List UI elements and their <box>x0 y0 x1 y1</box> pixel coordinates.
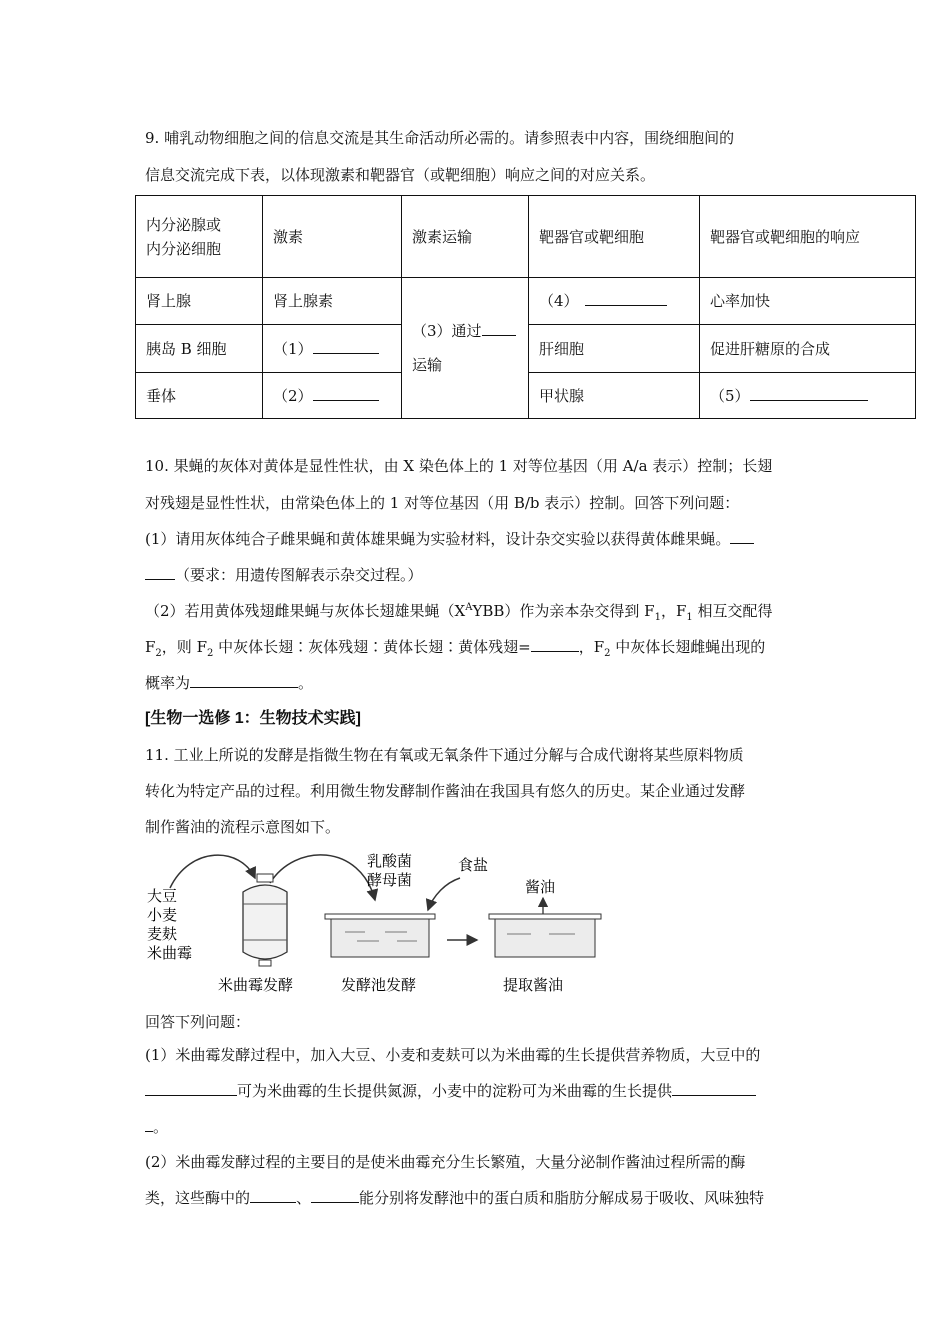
q10-line6: $F_2$，则 $F_2$ 中灰体长翅∶灰体残翅∶黄体长翅∶黄体残翅= ，$F_2$ 中灰体长翅雌蝇出现的 <box>145 638 766 659</box>
soy-sauce-flow-diagram <box>145 848 615 998</box>
nitrogen-source-blank[interactable] <box>145 1081 237 1096</box>
header-gland: 内分泌腺或 内分泌细胞 <box>136 196 263 278</box>
cell-response: （5） <box>700 373 916 419</box>
product-label: 酱油 <box>525 878 556 896</box>
q11-line5: (1）米曲霉发酵过程中，加入大豆、小麦和麦麸可以为米曲霉的生长提供营养物质，大豆中的 <box>145 1046 761 1064</box>
stage-label: 发酵池发酵 <box>341 976 417 994</box>
cell-response: 心率加快 <box>700 278 916 325</box>
fermentation-pool <box>325 914 435 957</box>
cell-response: 促进肝糖原的合成 <box>700 325 916 373</box>
q11-line2: 转化为特定产品的过程。利用微生物发酵制作酱油在我国具有悠久的历史。某企业通过发酵 <box>145 782 746 800</box>
q11-line6: 可为米曲霉的生长提供氮源，小麦中的淀粉可为米曲霉的生长提供 <box>145 1081 810 1101</box>
table-header-row <box>136 196 916 278</box>
cell-hormone: （2） <box>263 373 402 419</box>
q10-line2: 对残翅是显性性状，由常染色体上的 1 对等位基因（用 B/b 表示）控制。回答下列问题： <box>145 494 740 512</box>
microbe-label: 乳酸菌 <box>367 852 413 870</box>
blank-5[interactable] <box>750 386 868 401</box>
blank-3[interactable] <box>482 321 516 336</box>
q10-line3: (1）请用灰体纯合子雌果蝇和黄体雄果蝇为实验材料，设计杂交实验以获得黄体雌果蝇。 <box>145 529 810 549</box>
arrow-curve <box>170 855 255 888</box>
cell-target: 肝细胞 <box>529 325 700 373</box>
input-label: 大豆 <box>147 887 178 905</box>
cell-transport: （3）通过 运输 <box>402 278 529 419</box>
cell-target: 甲状腺 <box>529 373 700 419</box>
table-row <box>136 278 916 325</box>
carbon-source-blank[interactable] <box>672 1081 756 1096</box>
salt-label: 食盐 <box>458 856 489 874</box>
protease-blank[interactable] <box>250 1188 296 1203</box>
cell-target: （4） <box>529 278 700 325</box>
extraction-tank <box>489 914 601 957</box>
header-hormone: 激素 <box>263 196 402 278</box>
section-heading: [生物一选修 1：生物技术实践] <box>145 710 362 727</box>
carbon-source-blank-cont[interactable] <box>145 1117 153 1132</box>
q10-line4: （要求：用遗传图解表示杂交过程。） <box>145 565 810 585</box>
stage-label: 提取酱油 <box>503 976 564 994</box>
input-label: 米曲霉 <box>147 944 193 962</box>
hormone-table <box>135 195 916 419</box>
q9-line2: 信息交流完成下表，以体现激素和靶器官（或靶细胞）响应之间的对应关系。 <box>145 166 656 184</box>
input-label: 麦麸 <box>147 925 178 943</box>
arrow-curve <box>428 878 460 910</box>
fermenter-vessel <box>243 874 287 966</box>
cell-gland: 胰岛 B 细胞 <box>136 325 263 373</box>
header-response: 靶器官或靶细胞的响应 <box>700 196 916 278</box>
stage-label: 米曲霉发酵 <box>218 976 294 994</box>
header-target: 靶器官或靶细胞 <box>529 196 700 278</box>
q11-line4: 回答下列问题： <box>145 1013 251 1031</box>
probability-blank[interactable] <box>190 673 298 688</box>
blank-2[interactable] <box>313 386 379 401</box>
cell-hormone: 肾上腺素 <box>263 278 402 325</box>
q11-line9: 类，这些酶中的 、 能分别将发酵池中的蛋白质和脂肪分解成易于吸收、风味独特 <box>145 1189 765 1207</box>
ratio-blank[interactable] <box>531 637 579 652</box>
q10-line1: 10. 果蝇的灰体对黄体是显性性状，由 X 染色体上的 1 对等位基因（用 A/a 表示）控制；长翅 <box>145 457 773 475</box>
input-label: 小麦 <box>147 906 178 924</box>
q9-line1: 9. 哺乳动物细胞之间的信息交流是其生命活动所必需的。请参照表中内容，围绕细胞间的 <box>145 129 735 147</box>
blank-1[interactable] <box>313 339 379 354</box>
q11-line3: 制作酱油的流程示意图如下。 <box>145 818 341 836</box>
q11-line7: 。 <box>145 1117 810 1137</box>
answer-blank[interactable] <box>145 565 175 580</box>
q10-line5: （2）若用黄体残翅雌果蝇与灰体长翅雄果蝇$(X^AYBB)$作为亲本杂交得到 $F_1$，$F_1$ 相互交配得 <box>145 602 773 623</box>
q11-line8: (2）米曲霉发酵过程的主要目的是使米曲霉充分生长繁殖，大量分泌制作酱油过程所需的酶 <box>145 1153 746 1171</box>
cell-gland: 肾上腺 <box>136 278 263 325</box>
q11-line1: 11. 工业上所说的发酵是指微生物在有氧或无氧条件下通过分解与合成代谢将某些原料物质 <box>145 746 744 764</box>
cell-gland: 垂体 <box>136 373 263 419</box>
answer-blank[interactable] <box>730 529 754 544</box>
microbe-label: 酵母菌 <box>367 871 413 889</box>
header-transport: 激素运输 <box>402 196 529 278</box>
cell-hormone: （1） <box>263 325 402 373</box>
q10-line7: 概率为 。 <box>145 674 314 692</box>
blank-4[interactable] <box>585 291 667 306</box>
lipase-blank[interactable] <box>311 1188 359 1203</box>
